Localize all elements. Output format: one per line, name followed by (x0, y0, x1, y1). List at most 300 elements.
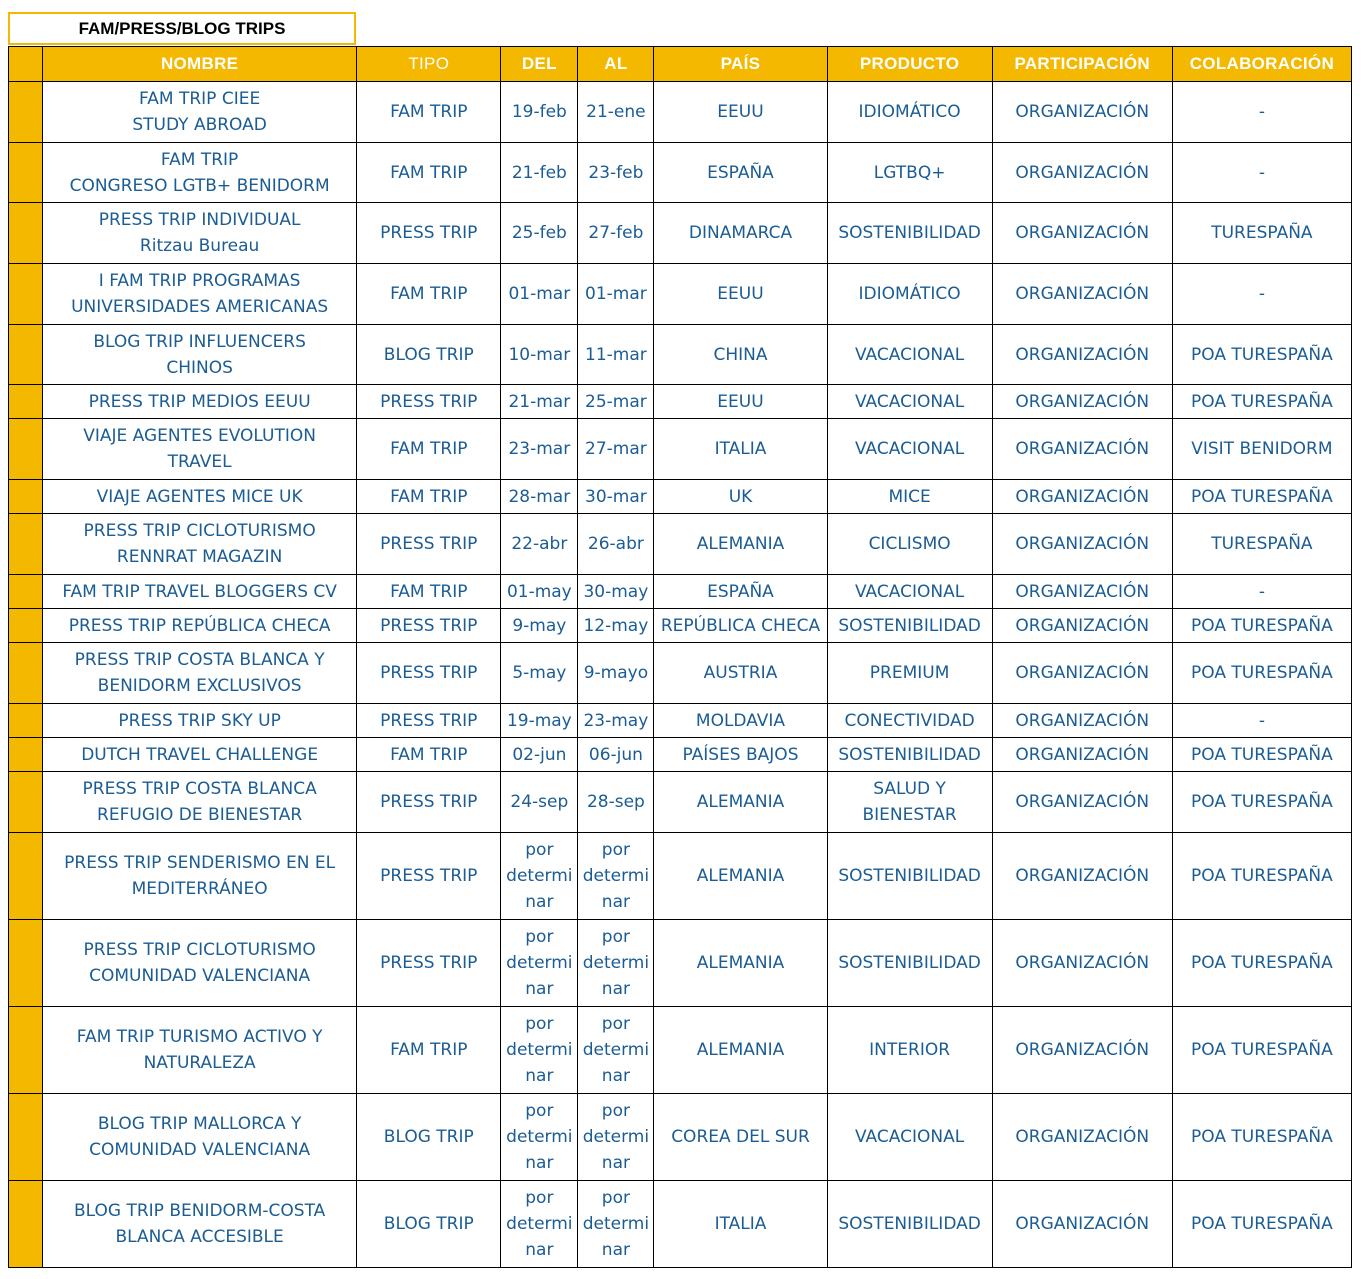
cell-del-line: 01-mar (508, 284, 571, 304)
cell-al-line: nar (601, 1153, 630, 1173)
cell-nombre[interactable] (43, 920, 357, 1007)
cell-del-line: 23-mar (508, 439, 571, 459)
cell-del[interactable] (501, 325, 578, 385)
column-header-al[interactable]: AL (578, 47, 654, 82)
cell-pais[interactable]: ITALIA (654, 1181, 827, 1268)
cell-tipo[interactable]: FAM TRIP (357, 143, 501, 203)
cell-del-line: 21-feb (511, 162, 567, 183)
cell-nombre[interactable] (43, 609, 357, 643)
cell-al-line: por (601, 1014, 630, 1034)
cell-nombre[interactable] (43, 1094, 357, 1181)
column-header-pais[interactable]: PAÍS (654, 47, 827, 82)
cell-tipo[interactable]: PRESS TRIP (357, 203, 501, 264)
row-marker[interactable] (9, 772, 43, 833)
row-marker[interactable] (9, 480, 43, 514)
cell-participacion[interactable]: ORGANIZACIÓN (992, 575, 1172, 609)
cell-tipo[interactable]: PRESS TRIP (357, 772, 501, 833)
cell-al[interactable] (578, 772, 654, 833)
cell-nombre-line: BLOG TRIP INFLUENCERS (93, 331, 306, 352)
cell-producto-line: VACACIONAL (855, 344, 965, 365)
cell-del[interactable] (501, 920, 578, 1007)
cell-del-line: nar (525, 1240, 554, 1260)
cell-del[interactable] (501, 480, 578, 514)
cell-pais[interactable]: DINAMARCA (654, 203, 827, 264)
cell-nombre-line: NATURALEZA (143, 1053, 256, 1073)
cell-del[interactable] (501, 385, 578, 419)
cell-pais[interactable]: EEUU (654, 264, 827, 325)
cell-colaboracion[interactable]: TURESPAÑA (1172, 203, 1351, 264)
cell-al-line: nar (601, 979, 630, 999)
column-header-participacion[interactable]: PARTICIPACIÓN (992, 47, 1172, 82)
cell-pais[interactable]: ALEMANIA (654, 920, 827, 1007)
cell-nombre-line: PRESS TRIP CICLOTURISMO (83, 940, 316, 960)
cell-colaboracion[interactable]: POA TURESPAÑA (1172, 480, 1351, 514)
cell-del-line: nar (525, 1066, 554, 1086)
cell-del-line: 10-mar (508, 344, 571, 365)
cell-tipo[interactable]: FAM TRIP (357, 82, 501, 143)
cell-nombre[interactable] (43, 264, 357, 325)
cell-al[interactable] (578, 82, 654, 143)
cell-al-line: 11-mar (585, 344, 647, 365)
cell-pais[interactable]: ESPAÑA (654, 143, 827, 203)
cell-producto[interactable] (827, 143, 992, 203)
cell-colaboracion[interactable]: POA TURESPAÑA (1172, 385, 1351, 419)
cell-tipo[interactable]: BLOG TRIP (357, 1094, 501, 1181)
cell-participacion[interactable]: ORGANIZACIÓN (992, 1094, 1172, 1181)
cell-del-line: 22-abr (511, 534, 568, 554)
cell-al-line: nar (601, 1240, 630, 1260)
column-header-del[interactable]: DEL (501, 47, 578, 82)
cell-del[interactable] (501, 264, 578, 325)
cell-del-line: por (525, 840, 554, 860)
cell-al[interactable] (578, 385, 654, 419)
table-body (9, 82, 1352, 1268)
cell-colaboracion[interactable]: - (1172, 82, 1351, 143)
cell-tipo[interactable]: BLOG TRIP (357, 1181, 501, 1268)
cell-tipo[interactable]: FAM TRIP (357, 575, 501, 609)
cell-al[interactable] (578, 575, 654, 609)
table-row (9, 143, 1352, 203)
cell-producto[interactable] (827, 1007, 992, 1094)
cell-del-line: 19-may (506, 710, 572, 731)
cell-pais[interactable]: MOLDAVIA (654, 704, 827, 738)
column-header-nombre[interactable]: NOMBRE (43, 47, 357, 82)
cell-producto[interactable] (827, 514, 992, 575)
cell-al-line: determi (582, 953, 650, 973)
cell-participacion[interactable]: ORGANIZACIÓN (992, 264, 1172, 325)
cell-nombre-line: PRESS TRIP SENDERISMO EN EL (64, 853, 336, 873)
cell-del[interactable] (501, 772, 578, 833)
cell-tipo[interactable]: PRESS TRIP (357, 385, 501, 419)
cell-al-line: 12-may (583, 615, 649, 636)
cell-nombre-line: PRESS TRIP INDIVIDUAL (98, 210, 301, 230)
table-row (9, 264, 1352, 325)
cell-pais[interactable]: AUSTRIA (654, 643, 827, 704)
cell-al-line: 9-mayo (583, 663, 649, 683)
cell-del-line: determi (506, 1127, 573, 1147)
cell-nombre[interactable] (43, 143, 357, 203)
cell-nombre-line: MEDITERRÁNEO (131, 879, 268, 899)
cell-del-line: determi (506, 866, 573, 886)
cell-pais[interactable]: EEUU (654, 82, 827, 143)
cell-participacion[interactable]: ORGANIZACIÓN (992, 514, 1172, 575)
cell-tipo[interactable]: FAM TRIP (357, 480, 501, 514)
cell-colaboracion[interactable]: TURESPAÑA (1172, 514, 1351, 575)
cell-al[interactable] (578, 480, 654, 514)
cell-nombre-line: FAM TRIP (160, 149, 239, 170)
cell-al-line: 21-ene (586, 102, 646, 122)
cell-producto[interactable] (827, 575, 992, 609)
table-row (9, 738, 1352, 772)
cell-al-line: 28-sep (586, 792, 645, 812)
cell-producto-line: SOSTENIBILIDAD (838, 953, 981, 973)
cell-producto[interactable] (827, 609, 992, 643)
cell-participacion[interactable]: ORGANIZACIÓN (992, 143, 1172, 203)
cell-del-line: nar (525, 1153, 554, 1173)
row-marker[interactable] (9, 264, 43, 325)
table-row (9, 833, 1352, 920)
cell-producto[interactable] (827, 643, 992, 704)
cell-al[interactable] (578, 143, 654, 203)
cell-del[interactable] (501, 143, 578, 203)
cell-nombre-line: COMUNIDAD VALENCIANA (89, 1140, 311, 1160)
cell-producto-line: MICE (888, 486, 931, 507)
cell-tipo[interactable]: FAM TRIP (357, 738, 501, 772)
cell-al-line: nar (601, 892, 630, 912)
row-marker[interactable] (9, 575, 43, 609)
cell-del[interactable] (501, 82, 578, 143)
cell-al-line: determi (582, 1040, 650, 1060)
cell-nombre[interactable] (43, 514, 357, 575)
cell-del[interactable] (501, 575, 578, 609)
cell-producto[interactable] (827, 480, 992, 514)
cell-pais[interactable]: UK (654, 480, 827, 514)
table-row (9, 480, 1352, 514)
cell-tipo[interactable]: PRESS TRIP (357, 643, 501, 704)
table-row (9, 920, 1352, 1007)
cell-colaboracion[interactable]: - (1172, 704, 1351, 738)
cell-al[interactable] (578, 1094, 654, 1181)
cell-producto[interactable] (827, 833, 992, 920)
cell-participacion[interactable]: ORGANIZACIÓN (992, 325, 1172, 385)
cell-del[interactable] (501, 1007, 578, 1094)
cell-nombre[interactable] (43, 833, 357, 920)
cell-participacion[interactable]: ORGANIZACIÓN (992, 419, 1172, 480)
cell-nombre[interactable] (43, 643, 357, 704)
cell-producto[interactable] (827, 385, 992, 419)
cell-colaboracion[interactable]: - (1172, 264, 1351, 325)
cell-pais[interactable]: CHINA (654, 325, 827, 385)
row-marker[interactable] (9, 385, 43, 419)
cell-del[interactable] (501, 643, 578, 704)
table-row (9, 514, 1352, 575)
cell-al-line: determi (582, 1214, 650, 1234)
cell-tipo[interactable]: PRESS TRIP (357, 609, 501, 643)
cell-participacion[interactable]: ORGANIZACIÓN (992, 772, 1172, 833)
row-marker[interactable] (9, 704, 43, 738)
cell-producto-line: LGTBQ+ (873, 162, 946, 183)
cell-tipo[interactable]: PRESS TRIP (357, 833, 501, 920)
cell-colaboracion[interactable]: POA TURESPAÑA (1172, 325, 1351, 385)
cell-al-line: 26-abr (587, 534, 644, 554)
cell-nombre-line: PRESS TRIP COSTA BLANCA Y (74, 650, 325, 670)
cell-producto-line: VACACIONAL (855, 1127, 965, 1147)
cell-del[interactable] (501, 738, 578, 772)
cell-colaboracion[interactable]: - (1172, 575, 1351, 609)
cell-del[interactable] (501, 514, 578, 575)
cell-nombre[interactable] (43, 480, 357, 514)
row-marker[interactable] (9, 609, 43, 643)
cell-participacion[interactable]: ORGANIZACIÓN (992, 1181, 1172, 1268)
cell-pais[interactable]: ALEMANIA (654, 772, 827, 833)
cell-al[interactable] (578, 920, 654, 1007)
cell-producto-line: CONECTIVIDAD (844, 710, 975, 731)
row-marker[interactable] (9, 643, 43, 704)
cell-producto-line: SOSTENIBILIDAD (838, 744, 981, 765)
cell-del-line: 25-feb (511, 223, 567, 243)
row-marker[interactable] (9, 325, 43, 385)
cell-participacion[interactable]: ORGANIZACIÓN (992, 920, 1172, 1007)
cell-colaboracion[interactable]: POA TURESPAÑA (1172, 643, 1351, 704)
cell-al-line: 01-mar (585, 284, 647, 304)
cell-colaboracion[interactable]: - (1172, 143, 1351, 203)
cell-producto[interactable] (827, 82, 992, 143)
cell-nombre[interactable] (43, 325, 357, 385)
row-marker[interactable] (9, 514, 43, 575)
table-row (9, 704, 1352, 738)
cell-nombre[interactable] (43, 772, 357, 833)
cell-participacion[interactable]: ORGANIZACIÓN (992, 609, 1172, 643)
cell-nombre-line: Ritzau Bureau (139, 236, 260, 256)
cell-al[interactable] (578, 1181, 654, 1268)
cell-pais[interactable]: PAÍSES BAJOS (654, 738, 827, 772)
cell-al[interactable] (578, 203, 654, 264)
cell-participacion[interactable]: ORGANIZACIÓN (992, 704, 1172, 738)
cell-pais[interactable]: REPÚBLICA CHECA (654, 609, 827, 643)
cell-del[interactable] (501, 609, 578, 643)
cell-nombre-line: REFUGIO DE BIENESTAR (97, 805, 303, 825)
cell-producto-line: SOSTENIBILIDAD (838, 223, 981, 243)
cell-producto[interactable] (827, 203, 992, 264)
cell-pais[interactable]: ALEMANIA (654, 514, 827, 575)
row-marker[interactable] (9, 143, 43, 203)
cell-al-line: por (601, 1188, 630, 1208)
cell-nombre-line: PRESS TRIP MEDIOS EEUU (88, 391, 311, 412)
cell-al[interactable] (578, 833, 654, 920)
cell-colaboracion[interactable]: POA TURESPAÑA (1172, 920, 1351, 1007)
cell-producto[interactable] (827, 264, 992, 325)
cell-al-line: 30-may (583, 581, 649, 602)
table-row (9, 772, 1352, 833)
cell-al[interactable] (578, 738, 654, 772)
cell-nombre-line: BLOG TRIP MALLORCA Y (97, 1114, 302, 1134)
cell-tipo[interactable]: FAM TRIP (357, 419, 501, 480)
cell-producto[interactable] (827, 772, 992, 833)
cell-colaboracion[interactable]: POA TURESPAÑA (1172, 1181, 1351, 1268)
cell-del-line: nar (525, 892, 554, 912)
cell-tipo[interactable]: FAM TRIP (357, 1007, 501, 1094)
cell-colaboracion[interactable]: POA TURESPAÑA (1172, 738, 1351, 772)
cell-nombre[interactable] (43, 203, 357, 264)
cell-nombre-line: STUDY ABROAD (132, 115, 267, 135)
cell-participacion[interactable]: ORGANIZACIÓN (992, 385, 1172, 419)
cell-nombre-line: PRESS TRIP CICLOTURISMO (83, 521, 316, 541)
cell-nombre-line: I FAM TRIP PROGRAMAS (98, 271, 301, 291)
cell-nombre[interactable] (43, 575, 357, 609)
cell-participacion[interactable]: ORGANIZACIÓN (992, 738, 1172, 772)
cell-tipo[interactable]: PRESS TRIP (357, 920, 501, 1007)
row-marker[interactable] (9, 920, 43, 1007)
cell-al[interactable] (578, 643, 654, 704)
row-marker[interactable] (9, 1007, 43, 1094)
cell-del-line: por (525, 927, 554, 947)
cell-al[interactable] (578, 325, 654, 385)
table-row (9, 575, 1352, 609)
cell-colaboracion[interactable]: POA TURESPAÑA (1172, 609, 1351, 643)
column-header-producto[interactable]: PRODUCTO (827, 47, 992, 82)
cell-al-line: 27-feb (588, 223, 644, 243)
cell-del-line: determi (506, 953, 573, 973)
cell-nombre[interactable] (43, 738, 357, 772)
row-marker[interactable] (9, 82, 43, 143)
cell-colaboracion[interactable]: POA TURESPAÑA (1172, 1007, 1351, 1094)
row-marker[interactable] (9, 738, 43, 772)
table-row (9, 82, 1352, 143)
cell-colaboracion[interactable]: VISIT BENIDORM (1172, 419, 1351, 480)
cell-producto-line: CICLISMO (868, 534, 951, 554)
cell-colaboracion[interactable]: POA TURESPAÑA (1172, 833, 1351, 920)
cell-producto-line: VACACIONAL (855, 439, 965, 459)
row-marker[interactable] (9, 1094, 43, 1181)
cell-del-line: 21-mar (508, 391, 571, 412)
table-row (9, 609, 1352, 643)
cell-pais[interactable]: EEUU (654, 385, 827, 419)
page-title: FAM/PRESS/BLOG TRIPS (8, 12, 356, 45)
cell-nombre[interactable] (43, 1181, 357, 1268)
cell-nombre-line: VIAJE AGENTES MICE UK (96, 486, 303, 507)
cell-colaboracion[interactable]: POA TURESPAÑA (1172, 1094, 1351, 1181)
cell-nombre[interactable] (43, 1007, 357, 1094)
cell-participacion[interactable]: ORGANIZACIÓN (992, 643, 1172, 704)
column-header-tipo[interactable]: TIPO (357, 47, 501, 82)
cell-del-line: 24-sep (510, 792, 569, 812)
cell-nombre-line: FAM TRIP TURISMO ACTIVO Y (76, 1027, 323, 1047)
cell-producto-line: IDIOMÁTICO (858, 102, 961, 122)
cell-nombre[interactable] (43, 385, 357, 419)
cell-pais[interactable]: ESPAÑA (654, 575, 827, 609)
cell-al[interactable] (578, 514, 654, 575)
cell-producto[interactable] (827, 419, 992, 480)
cell-participacion[interactable]: ORGANIZACIÓN (992, 480, 1172, 514)
row-marker[interactable] (9, 203, 43, 264)
cell-participacion[interactable]: ORGANIZACIÓN (992, 203, 1172, 264)
cell-del-line: 28-mar (508, 486, 571, 507)
cell-del[interactable] (501, 1094, 578, 1181)
cell-del-line: 01-may (506, 581, 572, 602)
cell-al-line: por (601, 927, 630, 947)
cell-nombre-line: BENIDORM EXCLUSIVOS (97, 676, 302, 696)
cell-producto-line: VACACIONAL (855, 581, 965, 602)
cell-nombre-line: CHINOS (166, 357, 233, 378)
cell-del[interactable] (501, 1181, 578, 1268)
row-marker[interactable] (9, 833, 43, 920)
cell-del-line: 02-jun (512, 744, 567, 765)
cell-al-line: 25-mar (585, 391, 647, 412)
cell-del-line: 19-feb (511, 102, 567, 122)
cell-pais[interactable]: ALEMANIA (654, 833, 827, 920)
cell-producto-line: PREMIUM (869, 663, 950, 683)
cell-nombre-line: VIAJE AGENTES EVOLUTION (83, 426, 316, 446)
cell-del[interactable] (501, 203, 578, 264)
cell-del-line: por (525, 1014, 554, 1034)
cell-pais[interactable]: ITALIA (654, 419, 827, 480)
cell-del[interactable] (501, 419, 578, 480)
cell-producto[interactable] (827, 325, 992, 385)
cell-nombre-line: PRESS TRIP SKY UP (118, 710, 281, 731)
cell-producto-line: SOSTENIBILIDAD (838, 1214, 981, 1234)
cell-nombre[interactable] (43, 419, 357, 480)
cell-nombre-line: CONGRESO LGTB+ BENIDORM (69, 175, 330, 196)
cell-del-line: nar (525, 979, 554, 999)
cell-nombre[interactable] (43, 704, 357, 738)
cell-al-line: por (601, 1101, 630, 1121)
cell-nombre[interactable] (43, 82, 357, 143)
row-marker[interactable] (9, 419, 43, 480)
cell-producto[interactable] (827, 738, 992, 772)
cell-del[interactable] (501, 704, 578, 738)
cell-colaboracion[interactable]: POA TURESPAÑA (1172, 772, 1351, 833)
cell-al-line: determi (582, 866, 650, 886)
cell-producto[interactable] (827, 920, 992, 1007)
cell-del[interactable] (501, 833, 578, 920)
table-row (9, 1181, 1352, 1268)
cell-al[interactable] (578, 264, 654, 325)
cell-nombre-line: RENNRAT MAGAZIN (116, 547, 283, 567)
row-marker[interactable] (9, 1181, 43, 1268)
table-row (9, 325, 1352, 385)
cell-tipo[interactable]: PRESS TRIP (357, 704, 501, 738)
cell-tipo[interactable]: PRESS TRIP (357, 514, 501, 575)
cell-producto[interactable] (827, 1181, 992, 1268)
cell-tipo[interactable]: BLOG TRIP (357, 325, 501, 385)
cell-nombre-line: FAM TRIP CIEE (139, 89, 261, 109)
cell-al[interactable] (578, 1007, 654, 1094)
cell-tipo[interactable]: FAM TRIP (357, 264, 501, 325)
cell-producto-line: INTERIOR (869, 1040, 951, 1060)
cell-nombre-line: FAM TRIP TRAVEL BLOGGERS CV (62, 581, 337, 602)
cell-pais[interactable]: COREA DEL SUR (654, 1094, 827, 1181)
cell-participacion[interactable]: ORGANIZACIÓN (992, 833, 1172, 920)
cell-pais[interactable]: ALEMANIA (654, 1007, 827, 1094)
cell-al[interactable] (578, 609, 654, 643)
cell-participacion[interactable]: ORGANIZACIÓN (992, 82, 1172, 143)
cell-participacion[interactable]: ORGANIZACIÓN (992, 1007, 1172, 1094)
cell-producto-line: BIENESTAR (862, 805, 957, 825)
cell-al[interactable] (578, 704, 654, 738)
cell-producto[interactable] (827, 704, 992, 738)
cell-nombre-line: BLOG TRIP BENIDORM-COSTA (73, 1201, 326, 1221)
table-row (9, 419, 1352, 480)
cell-al-line: por (601, 840, 630, 860)
cell-al-line: nar (601, 1066, 630, 1086)
cell-al[interactable] (578, 419, 654, 480)
cell-nombre-line: PRESS TRIP COSTA BLANCA (82, 779, 317, 799)
trips-table (8, 46, 1352, 1268)
cell-producto[interactable] (827, 1094, 992, 1181)
column-header-colaboracion[interactable]: COLABORACIÓN (1172, 47, 1351, 82)
cell-al-line: 23-may (583, 710, 649, 731)
cell-al-line: 30-mar (585, 486, 647, 507)
